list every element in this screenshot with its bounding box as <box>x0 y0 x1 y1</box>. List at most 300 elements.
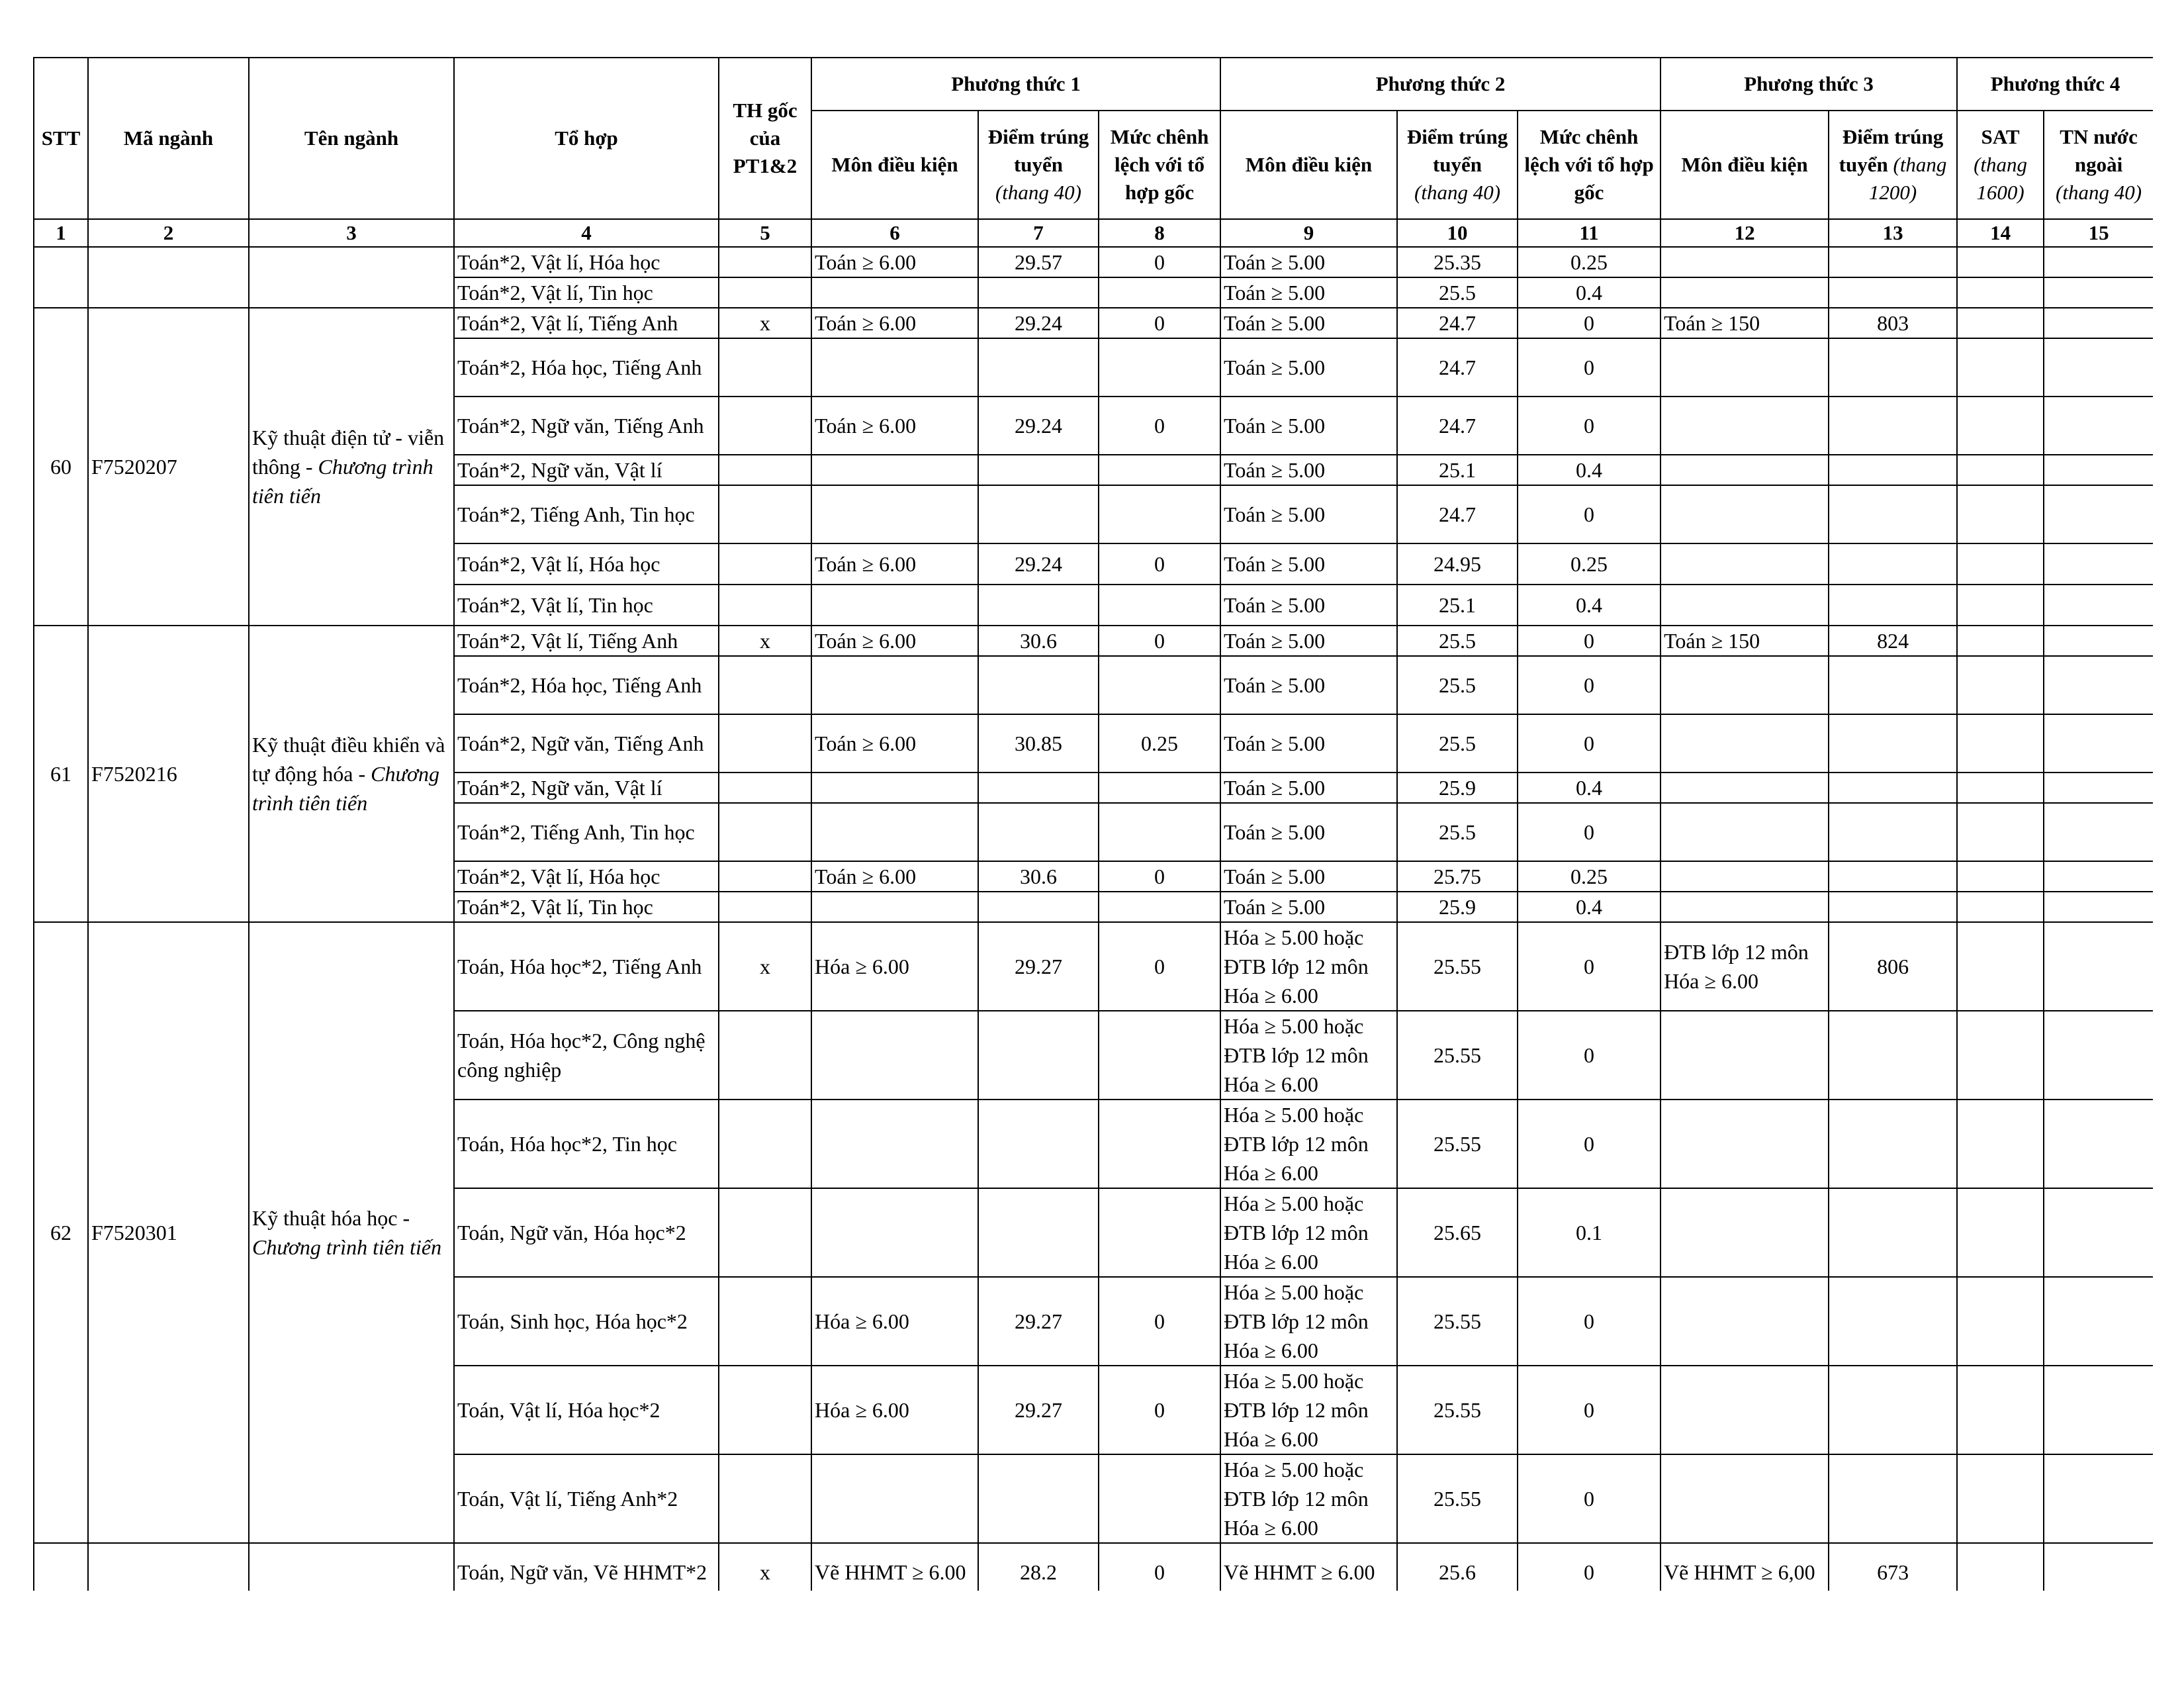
foreign-graduation-score <box>2044 455 2153 485</box>
header-pt1-diem-label: Điểm trúng tuyển <box>987 125 1089 176</box>
pt1-condition: Vẽ HHMT ≥ 6.00 <box>811 1543 978 1591</box>
sat-score <box>1957 1277 2044 1366</box>
pt2-score: 25.55 <box>1397 1366 1518 1454</box>
foreign-graduation-score <box>2044 1188 2153 1277</box>
pt1-difference: 0 <box>1099 397 1220 455</box>
table-row <box>34 247 2153 277</box>
pt3-condition <box>1661 455 1829 485</box>
foreign-graduation-score <box>2044 626 2153 656</box>
column-number-row <box>34 219 2153 247</box>
pt2-score: 25.55 <box>1397 1011 1518 1100</box>
pt3-condition: ĐTB lớp 12 môn Hóa ≥ 6.00 <box>1661 922 1829 1011</box>
sat-score <box>1957 1454 2044 1543</box>
subject-combination: Toán, Sinh học, Hóa học*2 <box>454 1277 719 1366</box>
pt2-score: 25.55 <box>1397 1100 1518 1188</box>
foreign-graduation-score <box>2044 714 2153 773</box>
pt1-difference: 0 <box>1099 247 1220 277</box>
pt1-difference <box>1099 892 1220 922</box>
pt1-score <box>978 485 1099 543</box>
header-pt2-thang: (thang 40) <box>1414 181 1501 204</box>
pt2-score: 25.9 <box>1397 892 1518 922</box>
pt2-condition: Hóa ≥ 5.00 hoặc ĐTB lớp 12 môn Hóa ≥ 6.00 <box>1220 1454 1397 1543</box>
subject-combination: Toán*2, Vật lí, Hóa học <box>454 543 719 585</box>
header-stt: STT <box>34 58 88 219</box>
sat-score <box>1957 1543 2044 1591</box>
pt3-score: 673 <box>1829 1543 1957 1591</box>
header-phuong-thuc-4: Phương thức 4 <box>1957 58 2153 111</box>
pt1-condition: Toán ≥ 6.00 <box>811 308 978 338</box>
sat-score <box>1957 626 2044 656</box>
header-pt3-diem <box>1829 111 1957 219</box>
subject-combination: Toán, Ngữ văn, Vẽ HHMT*2 <box>454 1543 719 1591</box>
foreign-graduation-score <box>2044 892 2153 922</box>
pt2-condition: Toán ≥ 5.00 <box>1220 247 1397 277</box>
header-pt3-thang: (thang 1200) <box>1868 153 1947 204</box>
foreign-graduation-score <box>2044 1366 2153 1454</box>
sat-score <box>1957 308 2044 338</box>
pt1-condition <box>811 773 978 803</box>
pt3-condition <box>1661 803 1829 861</box>
pt2-condition: Toán ≥ 5.00 <box>1220 308 1397 338</box>
subject-combination: Toán*2, Tiếng Anh, Tin học <box>454 485 719 543</box>
pt3-condition: Toán ≥ 150 <box>1661 308 1829 338</box>
original-combination-mark <box>719 277 811 308</box>
sat-score <box>1957 1100 2044 1188</box>
pt1-score: 28.2 <box>978 1543 1099 1591</box>
pt1-difference <box>1099 585 1220 626</box>
pt1-difference: 0 <box>1099 626 1220 656</box>
column-number: 8 <box>1099 219 1220 247</box>
pt2-score: 25.1 <box>1397 585 1518 626</box>
pt2-condition: Hóa ≥ 5.00 hoặc ĐTB lớp 12 môn Hóa ≥ 6.00 <box>1220 1100 1397 1188</box>
pt1-score: 30.85 <box>978 714 1099 773</box>
pt2-score: 25.55 <box>1397 922 1518 1011</box>
pt1-condition <box>811 1100 978 1188</box>
pt3-condition <box>1661 892 1829 922</box>
admission-score-table-page <box>33 57 2153 1591</box>
pt1-condition: Hóa ≥ 6.00 <box>811 1277 978 1366</box>
table-body <box>34 247 2153 1591</box>
pt2-difference: 0 <box>1518 626 1661 656</box>
pt3-score <box>1829 714 1957 773</box>
pt1-condition <box>811 338 978 397</box>
table-row <box>34 626 2153 656</box>
subject-combination: Toán, Hóa học*2, Tiếng Anh <box>454 922 719 1011</box>
pt1-condition <box>811 1188 978 1277</box>
header-sat-thang: (thang 1600) <box>1974 153 2028 204</box>
pt2-difference: 0.4 <box>1518 277 1661 308</box>
pt1-score <box>978 1454 1099 1543</box>
pt2-difference: 0 <box>1518 922 1661 1011</box>
header-to-hop: Tổ hợp <box>454 58 719 219</box>
column-number: 5 <box>719 219 811 247</box>
pt2-condition: Toán ≥ 5.00 <box>1220 585 1397 626</box>
pt2-score: 24.7 <box>1397 338 1518 397</box>
program-code <box>88 247 249 308</box>
header-pt3-diem-label: Điểm trúng tuyển <box>1839 125 1944 176</box>
pt2-difference: 0 <box>1518 1454 1661 1543</box>
pt2-difference: 0.4 <box>1518 455 1661 485</box>
header-ten-nganh: Tên ngành <box>249 58 454 219</box>
program-code: F7520301 <box>88 922 249 1543</box>
program-name: Kỹ thuật điều khiển và tự động hóa - <box>252 733 445 786</box>
original-combination-mark: x <box>719 626 811 656</box>
pt1-difference <box>1099 485 1220 543</box>
pt1-difference <box>1099 277 1220 308</box>
pt1-condition: Toán ≥ 6.00 <box>811 543 978 585</box>
pt2-condition: Toán ≥ 5.00 <box>1220 861 1397 892</box>
pt2-difference: 0 <box>1518 397 1661 455</box>
header-phuong-thuc-3: Phương thức 3 <box>1661 58 1957 111</box>
subject-combination: Toán*2, Ngữ văn, Tiếng Anh <box>454 714 719 773</box>
header-pt2-diem-label: Điểm trúng tuyển <box>1406 125 1508 176</box>
pt1-score: 29.24 <box>978 397 1099 455</box>
header-pt3-mon-dieu-kien: Môn điều kiện <box>1661 111 1829 219</box>
header-pt2-chenh-lech: Mức chênh lệch với tổ hợp gốc <box>1518 111 1661 219</box>
pt1-score: 29.27 <box>978 1366 1099 1454</box>
original-combination-mark <box>719 656 811 714</box>
pt1-condition: Hóa ≥ 6.00 <box>811 922 978 1011</box>
pt2-condition: Toán ≥ 5.00 <box>1220 626 1397 656</box>
sat-score <box>1957 338 2044 397</box>
pt1-score <box>978 1100 1099 1188</box>
pt1-difference <box>1099 773 1220 803</box>
sat-score <box>1957 892 2044 922</box>
pt2-score: 24.7 <box>1397 397 1518 455</box>
pt1-condition <box>811 656 978 714</box>
pt1-condition <box>811 277 978 308</box>
pt3-score <box>1829 1100 1957 1188</box>
subject-combination: Toán, Ngữ văn, Hóa học*2 <box>454 1188 719 1277</box>
original-combination-mark <box>719 585 811 626</box>
pt3-score <box>1829 1366 1957 1454</box>
pt1-difference: 0 <box>1099 861 1220 892</box>
program-stt <box>34 247 88 308</box>
header-pt2-mon-dieu-kien: Môn điều kiện <box>1220 111 1397 219</box>
column-number: 15 <box>2044 219 2153 247</box>
pt2-score: 25.55 <box>1397 1454 1518 1543</box>
pt3-condition <box>1661 485 1829 543</box>
pt3-score <box>1829 773 1957 803</box>
foreign-graduation-score <box>2044 1277 2153 1366</box>
pt2-difference: 0 <box>1518 1011 1661 1100</box>
original-combination-mark <box>719 455 811 485</box>
pt3-condition <box>1661 543 1829 585</box>
pt2-score: 25.6 <box>1397 1543 1518 1591</box>
pt3-condition <box>1661 861 1829 892</box>
pt2-difference: 0 <box>1518 1366 1661 1454</box>
pt3-score <box>1829 1277 1957 1366</box>
sat-score <box>1957 803 2044 861</box>
header-tn-label: TN nước ngoài <box>2060 125 2138 176</box>
subject-combination: Toán*2, Ngữ văn, Tiếng Anh <box>454 397 719 455</box>
header-phuong-thuc-2: Phương thức 2 <box>1220 58 1661 111</box>
pt3-condition <box>1661 1100 1829 1188</box>
column-number: 11 <box>1518 219 1661 247</box>
header-sat-label: SAT <box>1981 125 2020 148</box>
pt3-condition <box>1661 277 1829 308</box>
pt3-condition <box>1661 1277 1829 1366</box>
sat-score <box>1957 861 2044 892</box>
sat-score <box>1957 277 2044 308</box>
program-stt: 62 <box>34 922 88 1543</box>
subject-combination: Toán*2, Vật lí, Hóa học <box>454 861 719 892</box>
sat-score <box>1957 585 2044 626</box>
pt3-condition: Vẽ HHMT ≥ 6,00 <box>1661 1543 1829 1591</box>
pt3-score <box>1829 397 1957 455</box>
foreign-graduation-score <box>2044 338 2153 397</box>
pt2-score: 25.55 <box>1397 1277 1518 1366</box>
sat-score <box>1957 922 2044 1011</box>
pt1-score: 29.24 <box>978 308 1099 338</box>
column-number: 9 <box>1220 219 1397 247</box>
original-combination-mark <box>719 338 811 397</box>
pt2-difference: 0 <box>1518 485 1661 543</box>
pt1-condition <box>811 455 978 485</box>
foreign-graduation-score <box>2044 585 2153 626</box>
pt1-condition: Toán ≥ 6.00 <box>811 626 978 656</box>
column-number: 12 <box>1661 219 1829 247</box>
pt2-score: 25.75 <box>1397 861 1518 892</box>
pt3-score <box>1829 656 1957 714</box>
original-combination-mark <box>719 543 811 585</box>
pt1-condition: Toán ≥ 6.00 <box>811 247 978 277</box>
header-sat <box>1957 111 2044 219</box>
pt2-difference: 0.4 <box>1518 892 1661 922</box>
pt1-score <box>978 1011 1099 1100</box>
original-combination-mark <box>719 1366 811 1454</box>
column-number: 13 <box>1829 219 1957 247</box>
pt3-score <box>1829 892 1957 922</box>
original-combination-mark: x <box>719 1543 811 1591</box>
pt1-difference <box>1099 803 1220 861</box>
program-code <box>88 1543 249 1591</box>
pt3-condition <box>1661 1011 1829 1100</box>
column-number: 6 <box>811 219 978 247</box>
pt3-condition <box>1661 247 1829 277</box>
header-pt2-diem <box>1397 111 1518 219</box>
pt1-score <box>978 773 1099 803</box>
original-combination-mark <box>719 714 811 773</box>
column-number: 2 <box>88 219 249 247</box>
pt1-condition <box>811 1011 978 1100</box>
pt2-difference: 0 <box>1518 1543 1661 1591</box>
pt3-score <box>1829 1454 1957 1543</box>
foreign-graduation-score <box>2044 308 2153 338</box>
header-ma-nganh: Mã ngành <box>88 58 249 219</box>
original-combination-mark <box>719 803 811 861</box>
pt2-score: 25.5 <box>1397 626 1518 656</box>
pt2-difference: 0.4 <box>1518 773 1661 803</box>
header-pt1-mon-dieu-kien: Môn điều kiện <box>811 111 978 219</box>
header-pt1-chenh-lech: Mức chênh lệch với tổ hợp gốc <box>1099 111 1220 219</box>
subject-combination: Toán*2, Hóa học, Tiếng Anh <box>454 656 719 714</box>
pt2-condition: Hóa ≥ 5.00 hoặc ĐTB lớp 12 môn Hóa ≥ 6.00 <box>1220 1277 1397 1366</box>
pt2-difference: 0.1 <box>1518 1188 1661 1277</box>
pt3-score <box>1829 485 1957 543</box>
program-name-sub: Chương trình tiên tiến <box>252 455 433 508</box>
admission-score-table <box>33 57 2153 1591</box>
foreign-graduation-score <box>2044 803 2153 861</box>
foreign-graduation-score <box>2044 247 2153 277</box>
original-combination-mark <box>719 485 811 543</box>
program-stt: 61 <box>34 626 88 922</box>
subject-combination: Toán*2, Vật lí, Tiếng Anh <box>454 308 719 338</box>
pt2-condition: Toán ≥ 5.00 <box>1220 543 1397 585</box>
program-name-cell <box>249 1543 454 1591</box>
pt1-condition <box>811 803 978 861</box>
pt1-difference: 0 <box>1099 543 1220 585</box>
pt2-condition: Hóa ≥ 5.00 hoặc ĐTB lớp 12 môn Hóa ≥ 6.00 <box>1220 1188 1397 1277</box>
subject-combination: Toán*2, Vật lí, Tiếng Anh <box>454 626 719 656</box>
original-combination-mark <box>719 1100 811 1188</box>
pt2-difference: 0.25 <box>1518 247 1661 277</box>
sat-score <box>1957 485 2044 543</box>
pt1-difference <box>1099 338 1220 397</box>
pt1-score <box>978 656 1099 714</box>
program-name-sub: Chương trình tiên tiến <box>252 1235 442 1259</box>
pt3-condition: Toán ≥ 150 <box>1661 626 1829 656</box>
pt2-score: 25.65 <box>1397 1188 1518 1277</box>
pt3-score <box>1829 803 1957 861</box>
pt1-score <box>978 277 1099 308</box>
sat-score <box>1957 773 2044 803</box>
pt3-condition <box>1661 656 1829 714</box>
pt1-difference: 0 <box>1099 1277 1220 1366</box>
pt2-difference: 0 <box>1518 714 1661 773</box>
pt2-condition: Vẽ HHMT ≥ 6.00 <box>1220 1543 1397 1591</box>
pt2-condition: Hóa ≥ 5.00 hoặc ĐTB lớp 12 môn Hóa ≥ 6.00 <box>1220 1366 1397 1454</box>
pt1-condition <box>811 1454 978 1543</box>
pt2-difference: 0.25 <box>1518 861 1661 892</box>
pt2-score: 25.1 <box>1397 455 1518 485</box>
sat-score <box>1957 247 2044 277</box>
original-combination-mark <box>719 1277 811 1366</box>
header-tn-thang: (thang 40) <box>2056 181 2142 204</box>
pt2-condition: Hóa ≥ 5.00 hoặc ĐTB lớp 12 môn Hóa ≥ 6.00 <box>1220 922 1397 1011</box>
pt1-difference: 0 <box>1099 1543 1220 1591</box>
pt3-score <box>1829 861 1957 892</box>
original-combination-mark <box>719 892 811 922</box>
sat-score <box>1957 1188 2044 1277</box>
pt3-condition <box>1661 338 1829 397</box>
pt1-score: 29.57 <box>978 247 1099 277</box>
original-combination-mark <box>719 1454 811 1543</box>
subject-combination: Toán, Vật lí, Tiếng Anh*2 <box>454 1454 719 1543</box>
original-combination-mark: x <box>719 922 811 1011</box>
pt1-score <box>978 338 1099 397</box>
subject-combination: Toán, Hóa học*2, Công nghệ công nghiệp <box>454 1011 719 1100</box>
header-phuong-thuc-1: Phương thức 1 <box>811 58 1220 111</box>
pt3-condition <box>1661 585 1829 626</box>
sat-score <box>1957 397 2044 455</box>
sat-score <box>1957 543 2044 585</box>
pt3-score <box>1829 1188 1957 1277</box>
pt1-difference: 0 <box>1099 1366 1220 1454</box>
header-th-goc: TH gốc của PT1&2 <box>719 58 811 219</box>
pt3-score <box>1829 338 1957 397</box>
subject-combination: Toán*2, Vật lí, Hóa học <box>454 247 719 277</box>
pt2-score: 25.5 <box>1397 803 1518 861</box>
table-row <box>34 922 2153 1011</box>
pt2-score: 25.5 <box>1397 656 1518 714</box>
program-name-cell <box>249 247 454 308</box>
foreign-graduation-score <box>2044 861 2153 892</box>
program-name-cell <box>249 626 454 922</box>
table-header <box>34 58 2153 247</box>
pt2-score: 25.5 <box>1397 714 1518 773</box>
pt2-score: 24.7 <box>1397 485 1518 543</box>
program-code: F7520207 <box>88 308 249 626</box>
original-combination-mark <box>719 773 811 803</box>
subject-combination: Toán*2, Vật lí, Tin học <box>454 277 719 308</box>
pt2-condition: Toán ≥ 5.00 <box>1220 277 1397 308</box>
pt3-score <box>1829 543 1957 585</box>
pt1-score <box>978 585 1099 626</box>
sat-score <box>1957 1011 2044 1100</box>
sat-score <box>1957 656 2044 714</box>
subject-combination: Toán, Vật lí, Hóa học*2 <box>454 1366 719 1454</box>
pt3-score: 803 <box>1829 308 1957 338</box>
pt2-condition: Toán ≥ 5.00 <box>1220 338 1397 397</box>
pt3-score: 824 <box>1829 626 1957 656</box>
subject-combination: Toán*2, Ngữ văn, Vật lí <box>454 773 719 803</box>
pt1-condition <box>811 485 978 543</box>
table-row <box>34 1543 2153 1591</box>
pt1-score: 30.6 <box>978 861 1099 892</box>
pt3-score <box>1829 455 1957 485</box>
header-pt1-diem <box>978 111 1099 219</box>
sat-score <box>1957 1366 2044 1454</box>
pt2-condition: Toán ≥ 5.00 <box>1220 892 1397 922</box>
foreign-graduation-score <box>2044 773 2153 803</box>
pt1-condition <box>811 892 978 922</box>
pt1-score: 29.27 <box>978 922 1099 1011</box>
pt3-condition <box>1661 1454 1829 1543</box>
subject-combination: Toán, Hóa học*2, Tin học <box>454 1100 719 1188</box>
pt2-condition: Toán ≥ 5.00 <box>1220 714 1397 773</box>
original-combination-mark <box>719 247 811 277</box>
table-row <box>34 308 2153 338</box>
original-combination-mark <box>719 1011 811 1100</box>
header-tn-nuoc-ngoai <box>2044 111 2153 219</box>
pt2-difference: 0 <box>1518 1100 1661 1188</box>
column-number: 14 <box>1957 219 2044 247</box>
pt1-difference <box>1099 1454 1220 1543</box>
program-name-cell <box>249 308 454 626</box>
pt2-condition: Toán ≥ 5.00 <box>1220 485 1397 543</box>
pt3-score <box>1829 1011 1957 1100</box>
pt2-score: 25.9 <box>1397 773 1518 803</box>
pt1-score <box>978 455 1099 485</box>
foreign-graduation-score <box>2044 543 2153 585</box>
pt2-condition: Toán ≥ 5.00 <box>1220 773 1397 803</box>
pt3-score <box>1829 585 1957 626</box>
original-combination-mark <box>719 861 811 892</box>
pt1-difference <box>1099 1100 1220 1188</box>
pt2-difference: 0 <box>1518 338 1661 397</box>
program-name-sub: Chương trình tiên tiến <box>252 762 439 815</box>
pt3-condition <box>1661 1188 1829 1277</box>
original-combination-mark <box>719 397 811 455</box>
pt1-difference: 0 <box>1099 922 1220 1011</box>
foreign-graduation-score <box>2044 277 2153 308</box>
program-name: Kỹ thuật điện tử - viễn thông - <box>252 426 445 479</box>
pt2-score: 25.5 <box>1397 277 1518 308</box>
program-name-cell <box>249 922 454 1543</box>
subject-combination: Toán*2, Vật lí, Tin học <box>454 585 719 626</box>
pt1-score <box>978 1188 1099 1277</box>
